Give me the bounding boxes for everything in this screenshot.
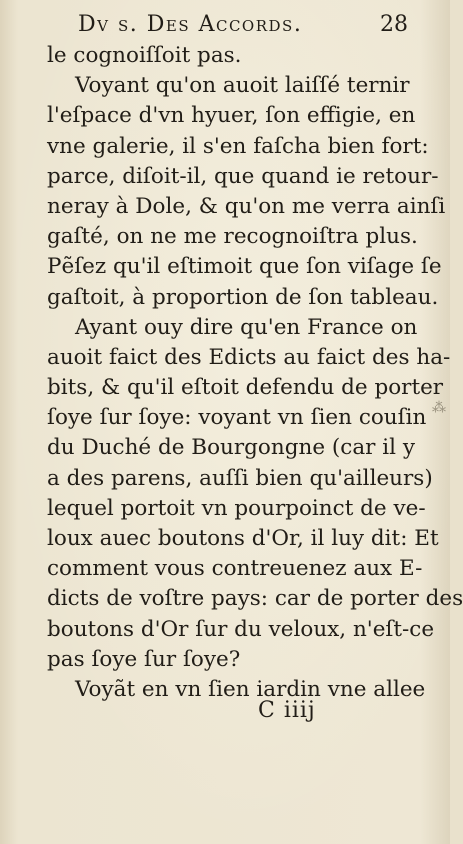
page-number: 28 — [380, 12, 408, 37]
text-line: Ayant ouy dire qu'en France on — [75, 314, 418, 340]
body-text — [47, 41, 463, 705]
running-title: Dv s. Des Accords. — [78, 12, 303, 37]
margin-smudge-icon: ⁂ — [432, 400, 446, 416]
text-line: le cognoiſſoit pas. — [47, 43, 242, 68]
text-line: Pẽſez qu'il eſtimoit que ſon viſage ſe — [47, 254, 442, 280]
signature-mark: C iiij — [258, 698, 316, 723]
text-line: gaſté, on ne me recognoiſtra plus. — [47, 224, 418, 250]
text-line: auoit faict des Edicts au faict des ha- — [47, 344, 451, 370]
text-line: lequel portoit vn pourpoinct de ve- — [47, 495, 426, 521]
text-line: dicts de voſtre pays: car de porter des — [47, 586, 463, 612]
text-line: vne galerie, il s'en faſcha bien fort: — [47, 133, 429, 159]
text-line: Voyãt en vn ſien iardin vne allee — [75, 676, 426, 702]
text-line: comment vous contreuenez aux E- — [47, 556, 423, 582]
text-line: loux auec boutons d'Or, il luy dit: Et — [47, 526, 439, 551]
text-line: neray à Dole, & qu'on me verra ainſi — [47, 193, 446, 219]
text-line: parce, diſoit-il, que quand ie retour- — [47, 163, 439, 189]
text-line: Voyant qu'on auoit laiſſé ternir — [75, 73, 410, 99]
text-line: boutons d'Or ſur du veloux, n'eſt-ce — [47, 616, 435, 642]
text-line: l'eſpace d'vn hyuer, ſon effigie, en — [47, 103, 416, 129]
text-line: bits, & qu'il eſtoit defendu de porter — [47, 375, 444, 401]
running-head — [78, 12, 408, 42]
text-line: du Duché de Bourgongne (car il y — [47, 435, 415, 461]
text-line: a des parens, auſſi bien qu'ailleurs) — [47, 465, 433, 491]
text-line: gaſtoit, à proportion de ſon tableau. — [47, 284, 439, 310]
text-line: ſoye ſur ſoye: voyant vn ſien couſin — [47, 405, 427, 431]
text-line: pas ſoye ſur ſoye? — [47, 646, 241, 672]
